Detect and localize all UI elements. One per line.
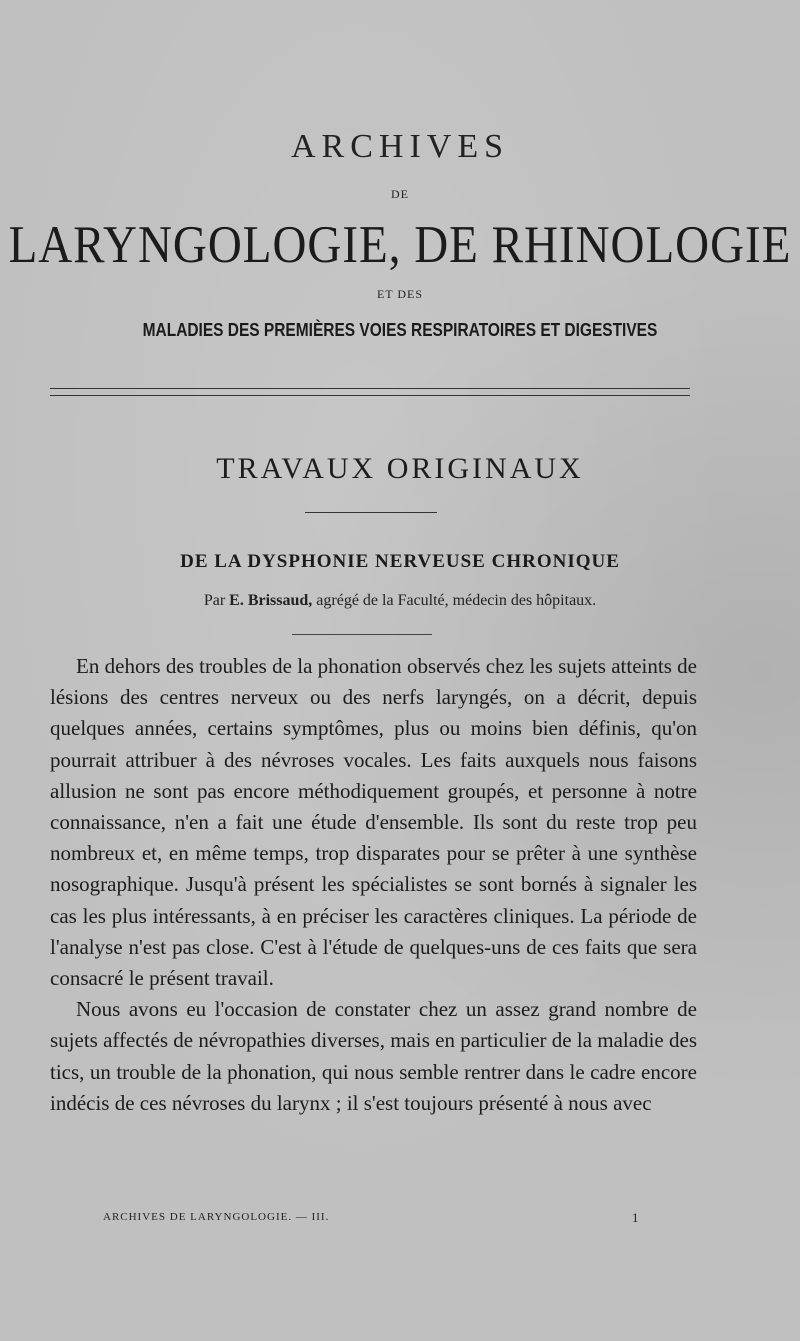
journal-subtitle: MALADIES DES PREMIÈRES VOIES RESPIRATOIRES ET DIGESTIVES (142, 320, 658, 340)
byline-rule (292, 634, 432, 635)
author-name: E. Brissaud, (229, 592, 313, 609)
section-title: TRAVAUX ORIGINAUX (216, 452, 584, 485)
body-paragraph-2: Nous avons eu l'occasion de constater chez un assez grand nombre de sujets affectés de névropathies diverses, mais en particulier de la maladie des tics, un trouble de la phonation, qui nous semble rentrer dans le cadre encore indécis de ces névroses du larynx ; il s'est toujours présenté à nous avec (50, 997, 697, 1115)
journal-title: LARYNGOLOGIE, DE RHINOLOGIE (8, 215, 792, 275)
body-paragraph-1: En dehors des troubles de la phonation observés chez les sujets atteints de lésions des centres nerveux ou des nerfs laryngés, on a décrit, depuis quelques années, certains symptômes, plus ou moins bien définis, qu'on pourrait attribuer à des névroses vocales. Les faits auxquels nous faisons allusion ne sont pas encore méthodiquement groupés, et personne à notre connaissance, n'en a fait une étude d'ensemble. Ils sont du reste trop peu nombreux et, en même temps, trop disparates pour se prêter à une synthèse nosographique. Jusqu'à présent les spécialistes se sont bornés à signaler les cas les plus intéressants, à en préciser les caractères cliniques. La période de l'analyse n'est pas close. C'est à l'étude de quelques-uns de ces faits que sera consacré le présent travail. (50, 654, 697, 991)
title-connector: DE (391, 187, 409, 201)
article-body (50, 651, 697, 1119)
article-title: DE LA DYSPHONIE NERVEUSE CHRONIQUE (180, 551, 620, 572)
series-title: ARCHIVES (290, 128, 510, 165)
byline-prefix: Par (203, 592, 226, 609)
page-number: 1 (632, 1210, 639, 1225)
title-connector-2: ET DES (376, 287, 424, 301)
byline-affiliation: agrégé de la Faculté, médecin des hôpitaux. (316, 592, 597, 609)
article-byline (0, 592, 800, 610)
section-rule (305, 512, 437, 513)
header-double-rule (50, 388, 690, 396)
running-footer: ARCHIVES DE LARYNGOLOGIE. — III. (103, 1211, 330, 1223)
